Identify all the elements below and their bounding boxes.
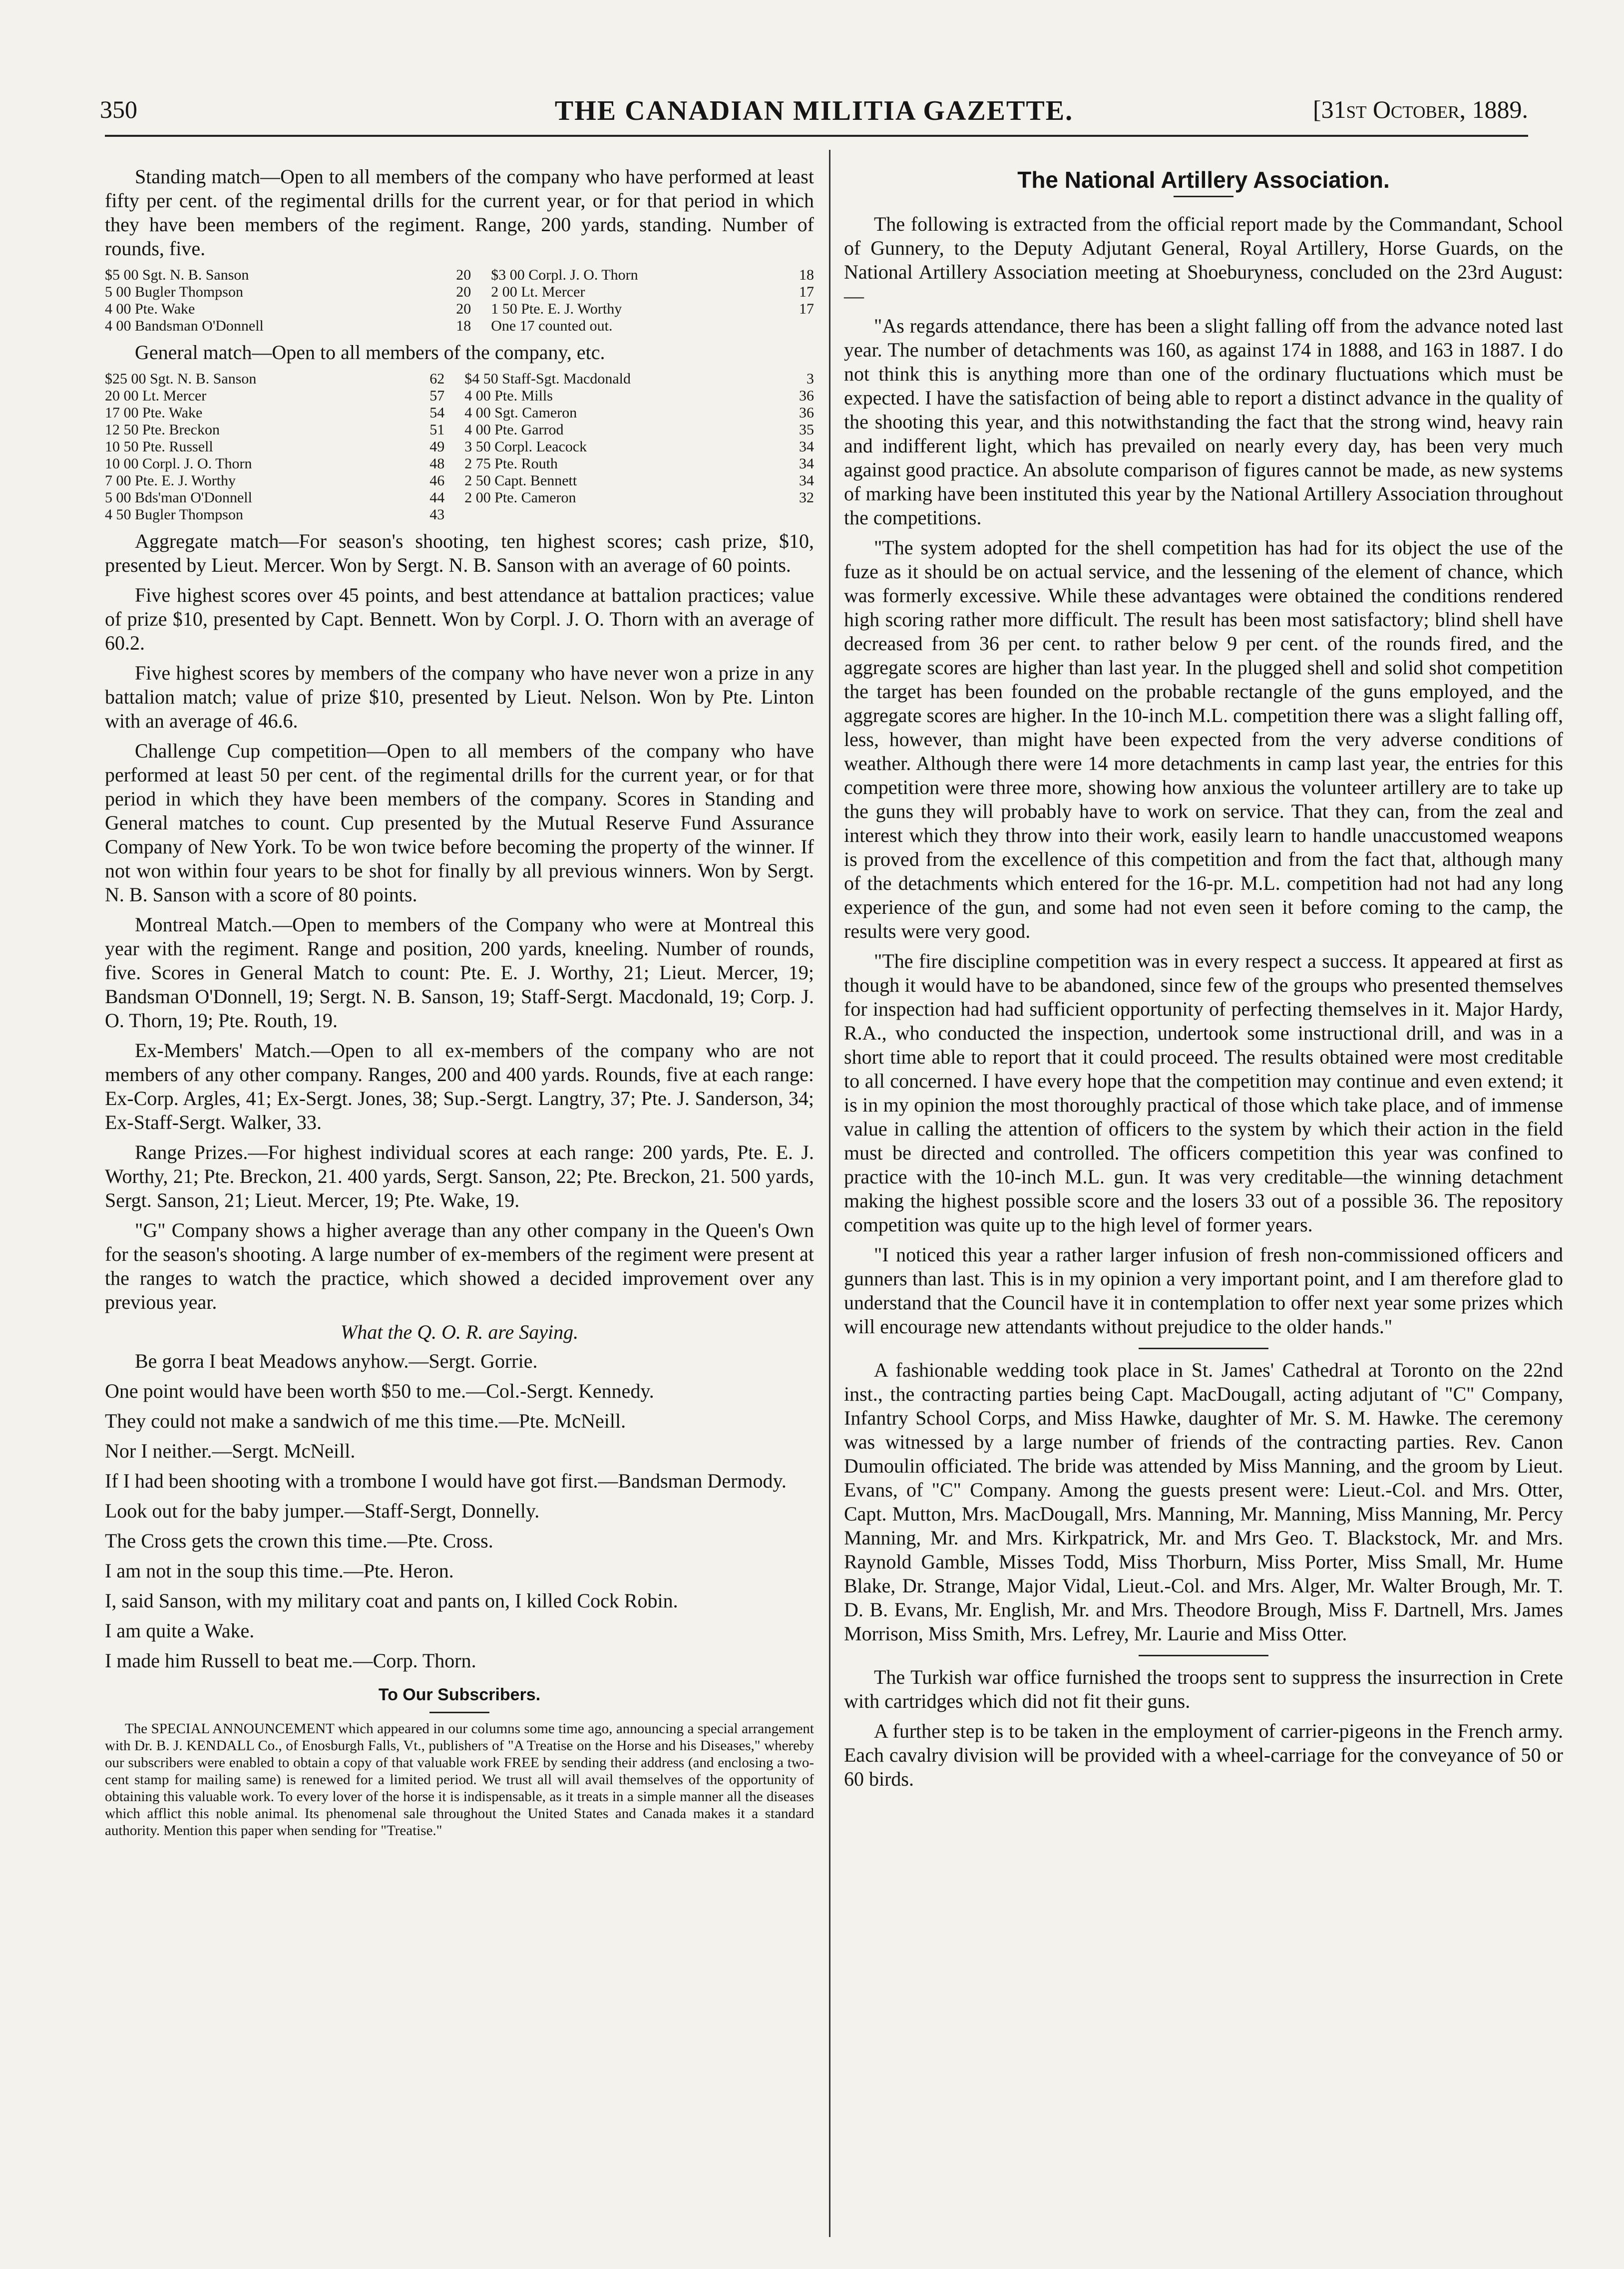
score-points-cell: 20 bbox=[456, 267, 471, 283]
article-divider bbox=[1139, 1348, 1268, 1349]
saying: I made him Russell to beat me.—Corp. Thorn. bbox=[105, 1649, 476, 1672]
score-points-cell: 36 bbox=[799, 387, 814, 404]
saying: They could not make a sandwich of me this time.—Pte. McNeill. bbox=[105, 1410, 626, 1432]
saying: I, said Sanson, with my military coat and pants on, I killed Cock Robin. bbox=[105, 1589, 678, 1612]
heading-rule bbox=[429, 1712, 489, 1713]
score-row bbox=[105, 472, 814, 489]
score-points-cell: 32 bbox=[799, 489, 814, 506]
score-name-cell: 12 50 Pte. Breckon bbox=[105, 421, 220, 438]
score-name-cell: $3 00 Corpl. J. O. Thorn bbox=[491, 267, 638, 283]
score-name-cell: One 17 counted out. bbox=[491, 318, 613, 334]
article-paragraph: "G" Company shows a higher average than any other company in the Queen's Own for the season's shooting. A large number of ex-members of the regiment were present at the ranges to watch the practice, which showed a decided improvement over any previous year. bbox=[105, 1219, 814, 1313]
page-number: 350 bbox=[100, 95, 137, 123]
article-paragraph: Five highest scores over 45 points, and best attendance at battalion practices; value of prize $10, presented by Capt. Bennett. Won by Corpl. J. O. Thorn with an average of 60.2. bbox=[105, 584, 814, 654]
score-name-cell: 4 00 Pte. Mills bbox=[464, 387, 553, 404]
pigeons-article: A further step is to be taken in the employment of carrier-pigeons in the French army. Each cavalry division will be provided with a wheel-carriage for the conveyance of 50 or 60 birds. bbox=[844, 1720, 1563, 1790]
score-row bbox=[105, 387, 814, 404]
header-rule bbox=[105, 135, 1528, 137]
score-points-cell: 17 bbox=[799, 284, 814, 300]
score-name-cell: $25 00 Sgt. N. B. Sanson bbox=[105, 371, 257, 387]
score-name-cell: 4 50 Bugler Thompson bbox=[105, 506, 243, 523]
score-name-cell: 17 00 Pte. Wake bbox=[105, 404, 203, 421]
article-paragraph: Aggregate match—For season's shooting, ten highest scores; cash prize, $10, presented by Lieut. Mercer. Won by Sergt. N. B. Sanson with an average of 60 points. bbox=[105, 530, 814, 576]
saying: I am not in the soup this time.—Pte. Heron. bbox=[105, 1559, 454, 1582]
article-paragraph: Challenge Cup competition—Open to all members of the company who have performed at least 50 per cent. of the regimental drills for the current year, or for that period in which they have been members of the company. Scores in Standing and General matches to count. Cup presented by the Mutual Reserve Fund Assurance Company of New York. To be won twice before becoming the property of the winner. If not won within four years to be shot for finally by all previous winners. Won by Sergt. N. B. Sanson with a score of 80 points. bbox=[105, 740, 814, 906]
score-row bbox=[105, 301, 814, 318]
score-name-cell: 5 00 Bugler Thompson bbox=[105, 284, 243, 300]
score-row bbox=[105, 455, 814, 472]
subscribers-heading: To Our Subscribers. bbox=[378, 1685, 541, 1704]
score-row bbox=[105, 318, 814, 335]
score-points-cell: 18 bbox=[799, 267, 814, 283]
score-points-cell: 18 bbox=[456, 318, 471, 334]
score-points-cell: 35 bbox=[799, 421, 814, 438]
score-points-cell: 36 bbox=[799, 404, 814, 421]
article-paragraph: Range Prizes.—For highest individual scores at each range: 200 yards, Pte. E. J. Worthy, 21; Pte. Breckon, 21. 400 yards, Sergt. Sanson, 22; Pte. Breckon, 21. 500 yards, Sergt. Sanson, 21; Lieut. Mercer, 19; Pte. Wake, 19. bbox=[105, 1141, 814, 1211]
section-title: The National Artillery Association. bbox=[1017, 167, 1390, 193]
score-name-cell: 2 00 Lt. Mercer bbox=[491, 284, 585, 300]
score-points-cell: 46 bbox=[429, 472, 445, 489]
saying: Be gorra I beat Meadows anyhow.—Sergt. Gorrie. bbox=[135, 1350, 538, 1372]
article-paragraph: "The system adopted for the shell competition has had for its object the use of the fuze as it should be on actual service, and the lessening of the element of chance, which was formerly excessive. While these advantages were obtained the conditions rendered high scoring rather more difficult. The result has been most satisfactory; blind shell have decreased from 36 per cent. to rather below 9 per cent. of the rounds fired, and the aggregate scores are higher than last year. In the plugged shell and solid shot competition the target has been founded on the probable rectangle of the guns employed, and the aggregate scores are higher. In the 10-inch M.L. competition there was a slight falling off, less, however, than might have been expected from the very adverse conditions of weather. Although there were 14 more detachments in camp last year, the entries for this competition were three more, showing how anxious the volunteer artillery are to take up the guns they will probably have to work on service. That they can, from the zeal and interest which they throw into their work, easily learn to handle unaccustomed weapons is proved from the excellence of this competition and from the fact that, although many of the detachments which entered for the 16-pr. M.L. competition had not had any long experience of the gun, and some had not even seen it before coming to the camp, the results were very good. bbox=[844, 536, 1563, 942]
score-points-cell: 3 bbox=[807, 371, 814, 387]
score-row bbox=[105, 489, 814, 506]
score-points-cell: 51 bbox=[429, 421, 445, 438]
score-row bbox=[105, 371, 814, 387]
score-name-cell: 4 00 Pte. Wake bbox=[105, 301, 195, 317]
score-points-cell: 34 bbox=[799, 455, 814, 472]
score-points-cell: 20 bbox=[456, 284, 471, 300]
article-paragraph: "As regards attendance, there has been a slight falling off from the advance noted last year. The number of detachments was 160, as against 174 in 1888, and 163 in 1887. I do not think this is anything more than one of the ordinary fluctuations which must be expected. I have the satisfaction of being able to report a distinct advance in the quality of the shooting this year, and this notwithstanding the fact that the strong wind, heavy rain and indifferent light, which has prevailed on nearly every day, has been very much against good practice. An absolute comparison of figures cannot be made, as new systems of marking have been instituted this year by the National Artillery Association throughout the competitions. bbox=[844, 315, 1563, 529]
score-name-cell: 10 50 Pte. Russell bbox=[105, 438, 213, 455]
score-row bbox=[105, 506, 814, 523]
score-name-cell: 1 50 Pte. E. J. Worthy bbox=[491, 301, 622, 317]
heading-rule bbox=[1174, 196, 1233, 197]
score-name-cell bbox=[464, 506, 785, 523]
article-paragraph: Five highest scores by members of the company who have never won a prize in any battalion match; value of prize $10, presented by Lieut. Nelson. Won by Pte. Linton with an average of 46.6. bbox=[105, 662, 814, 732]
score-points-cell: 48 bbox=[429, 455, 445, 472]
saying: The Cross gets the crown this time.—Pte. Cross. bbox=[105, 1529, 493, 1552]
saying: One point would have been worth $50 to me.—Col.-Sergt. Kennedy. bbox=[105, 1380, 654, 1402]
article-paragraph: "I noticed this year a rather larger infusion of fresh non-commissioned officers and gunners than last. This is in my opinion a very important point, and I am therefore glad to understand that the Council have it in contemplation to offer next year some prizes which will encourage new attendants without prejudice to the older hands." bbox=[844, 1243, 1563, 1338]
score-name-cell: 2 75 Pte. Routh bbox=[464, 455, 558, 472]
article-divider bbox=[1139, 1655, 1268, 1656]
score-points-cell: 43 bbox=[429, 506, 445, 523]
score-row bbox=[105, 267, 814, 284]
score-row bbox=[105, 421, 814, 438]
score-name-cell: 20 00 Lt. Mercer bbox=[105, 387, 207, 404]
score-name-cell: 4 00 Sgt. Cameron bbox=[464, 404, 577, 421]
article-paragraph: Montreal Match.—Open to members of the Company who were at Montreal this year with the regiment. Range and position, 200 yards, kneeling. Number of rounds, five. Scores in General Match to count: Pte. E. J. Worthy, 21; Lieut. Mercer, 19; Bandsman O'Donnell, 19; Sergt. N. B. Sanson, 19; Staff-Sergt. Macdonald, 19; Corp. J. O. Thorn, 19; Pte. Routh, 19. bbox=[105, 913, 814, 1032]
score-points-cell: 20 bbox=[456, 301, 471, 317]
article-paragraph: Ex-Members' Match.—Open to all ex-members of the company who are not members of any other company. Ranges, 200 and 400 yards. Rounds, five at each range: Ex-Corp. Argles, 41; Ex-Sergt. Jones, 38; Sup.-Sergt. Langtry, 37; Pte. J. Sanderson, 34; Ex-Staff-Sergt. Walker, 33. bbox=[105, 1039, 814, 1134]
saying: If I had been shooting with a trombone I would have got first.—Bandsman Dermody. bbox=[105, 1470, 787, 1492]
score-points-cell: 49 bbox=[429, 438, 445, 455]
page-header bbox=[100, 95, 1528, 140]
score-points-cell: 62 bbox=[429, 371, 445, 387]
score-name-cell: 4 00 Pte. Garrod bbox=[464, 421, 564, 438]
score-name-cell: 3 50 Corpl. Leacock bbox=[464, 438, 587, 455]
score-row bbox=[105, 404, 814, 421]
score-points-cell: 34 bbox=[799, 472, 814, 489]
right-column bbox=[844, 165, 1563, 1797]
score-points-cell: 17 bbox=[799, 301, 814, 317]
score-name-cell: 2 00 Pte. Cameron bbox=[464, 489, 576, 506]
score-row bbox=[105, 438, 814, 455]
masthead: THE CANADIAN MILITIA GAZETTE. bbox=[554, 95, 1074, 126]
saying: Nor I neither.—Sergt. McNeill. bbox=[105, 1440, 356, 1462]
score-points-cell: 44 bbox=[429, 489, 445, 506]
issue-date: [31st October, 1889. bbox=[1312, 95, 1528, 123]
score-name-cell: 2 50 Capt. Bennett bbox=[464, 472, 577, 489]
turkish-article: The Turkish war office furnished the troops sent to suppress the insurrection in Crete with cartridges which did not fit their guns. bbox=[844, 1666, 1563, 1712]
score-points-cell bbox=[785, 506, 814, 523]
score-points-cell: 54 bbox=[429, 404, 445, 421]
article-paragraph: "The fire discipline competition was in every respect a success. It appeared at first as though it would have to be abandoned, since few of the groups who presented themselves for inspection had had sufficient opportunity of perfecting themselves in it. Major Hardy, R.A., who conducted the inspection, undertook some instructional drill, and was in a short time able to report that it could proceed. The results obtained were most creditable to all concerned. I have every hope that the competition may continue and even extend; it is in my opinion the most thoroughly practical of those which take place, and of immense value in calling the attention of officers to the system by which their action in the field must be directed and controlled. The officers competition this year was confined to practice with the 10-inch M.L. gun. It was very creditable—the winning detachment making the highest possible score and the losers 33 out of a possible 36. The repository competition was quite up to the high level of former years. bbox=[844, 950, 1563, 1236]
score-points-cell: 57 bbox=[429, 387, 445, 404]
subscribers-notice: The SPECIAL ANNOUNCEMENT which appeared in our columns some time ago, announcing a special arrangement with Dr. B. J. KENDALL Co., of Enosburgh Falls, Vt., publishers of "A Treatise on the Horse and his Diseases," whereby our subscribers were enabled to obtain a copy of that valuable work FREE by sending their address (and enclosing a two-cent stamp for mailing same) is renewed for a limited period. We trust all will avail themselves of the opportunity of obtaining this valuable work. To every lover of the horse it is indispensable, as it treats in a simple manner all the diseases which afflict this noble animal. Its phenomenal sale throughout the United States and Canada makes it a standard authority. Mention this paper when sending for "Treatise." bbox=[105, 1721, 814, 1839]
saying: Look out for the baby jumper.—Staff-Sergt, Donnelly. bbox=[105, 1500, 540, 1522]
score-name-cell: 10 00 Corpl. J. O. Thorn bbox=[105, 455, 252, 472]
score-name-cell: 4 00 Bandsman O'Donnell bbox=[105, 318, 264, 334]
saying: I am quite a Wake. bbox=[105, 1619, 255, 1642]
column-divider bbox=[829, 150, 830, 2237]
score-name-cell: 7 00 Pte. E. J. Worthy bbox=[105, 472, 236, 489]
general-scores-table bbox=[105, 371, 814, 523]
score-points-cell bbox=[784, 318, 814, 335]
standing-match-intro: Standing match—Open to all members of the company who have performed at least fifty per cent. of the regimental drills for the current year, or for that period in which they have been members of the regiment. Range, 200 yards, standing. Number of rounds, five. bbox=[105, 165, 814, 260]
standing-scores-table bbox=[105, 267, 814, 335]
general-match-intro: General match—Open to all members of the company, etc. bbox=[135, 341, 605, 364]
score-name-cell: 5 00 Bds'man O'Donnell bbox=[105, 489, 252, 506]
left-column bbox=[105, 165, 814, 1839]
wedding-article: A fashionable wedding took place in St. James' Cathedral at Toronto on the 22nd inst., the contracting parties being Capt. MacDougall, acting adjutant of "C" Company, Infantry School Corps, and Miss Hawke, daughter of Mr. S. M. Hawke. The ceremony was witnessed by a large number of friends of the contracting parties. Rev. Canon Dumoulin officiated. The bride was attended by Miss Manning, and the groom by Lieut. Evans, of "C" Company. Among the guests present were: Lieut.-Col. and Mrs. Otter, Capt. Mutton, Mrs. MacDougall, Mrs. Manning, Mr. Manning, Miss Manning, Mr. Percy Manning, Mr. and Mrs. Kirkpatrick, Mr. and Mrs Geo. T. Blackstock, Mr. and Mrs. Raynold Gamble, Misses Todd, Miss Thorburn, Miss Porter, Miss Small, Mr. Hume Blake, Dr. Strange, Major Vidal, Lieut.-Col. and Mrs. Alger, Mr. Walter Brough, Mr. T. D. B. Evans, Mr. English, Mr. and Mrs. Theodore Brough, Miss F. Dartnell, Mrs. James Morrison, Miss Smith, Mrs. Lefrey, Mr. Laurie and Miss Otter. bbox=[844, 1359, 1563, 1645]
score-points-cell: 34 bbox=[799, 438, 814, 455]
sayings-title: What the Q. O. R. are Saying. bbox=[340, 1321, 579, 1343]
score-name-cell: $5 00 Sgt. N. B. Sanson bbox=[105, 267, 249, 283]
article-paragraph: The following is extracted from the official report made by the Commandant, School of Gunnery, to the Deputy Adjutant General, Royal Artillery, Horse Guards, on the National Artillery Association meeting at Shoeburyness, concluded on the 23rd August:— bbox=[844, 213, 1563, 307]
score-row bbox=[105, 284, 814, 301]
score-name-cell: $4 50 Staff-Sgt. Macdonald bbox=[464, 371, 631, 387]
